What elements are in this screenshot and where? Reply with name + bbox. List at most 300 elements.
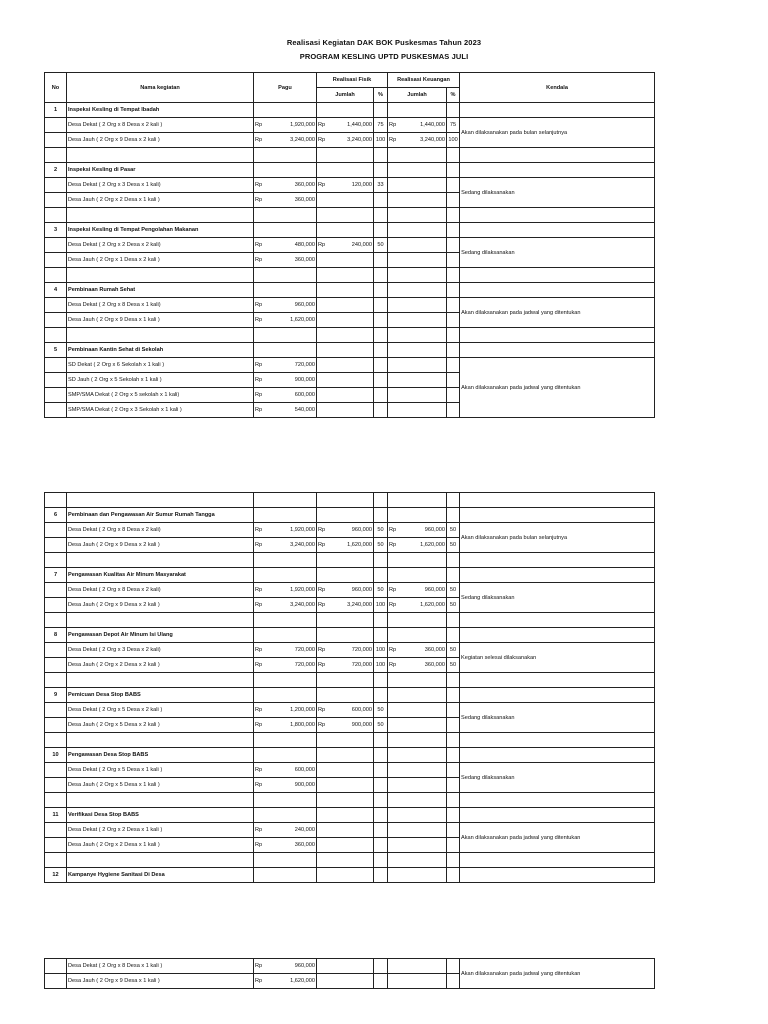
keuangan-percent bbox=[447, 403, 460, 418]
cell-fisik-jumlah bbox=[329, 793, 374, 808]
cell-fisik-pct bbox=[374, 283, 388, 298]
activity-name: Desa Dekat ( 2 Org x 5 Desa x 2 kali ) bbox=[67, 703, 254, 718]
keuangan-amount bbox=[400, 388, 447, 403]
cell-keu-jumlah bbox=[400, 748, 447, 763]
cell-nama bbox=[67, 208, 254, 223]
kendala-cell: Sedang dilaksanakan bbox=[460, 238, 655, 268]
cell-no bbox=[45, 613, 67, 628]
section-header-row bbox=[45, 223, 655, 238]
fisik-currency: Rp bbox=[317, 583, 329, 598]
keuangan-currency bbox=[388, 763, 400, 778]
keuangan-amount bbox=[400, 178, 447, 193]
keuangan-currency bbox=[388, 253, 400, 268]
fisik-currency: Rp bbox=[317, 238, 329, 253]
keuangan-currency bbox=[388, 823, 400, 838]
cell-keu-jumlah bbox=[400, 208, 447, 223]
pagu-amount: 540,000 bbox=[259, 403, 317, 418]
keuangan-amount: 960,000 bbox=[400, 523, 447, 538]
pagu-currency: Rp bbox=[254, 193, 259, 208]
cell-pagu bbox=[259, 103, 317, 118]
report-subtitle: PROGRAM KESLING UPTD PUSKESMAS JULI bbox=[299, 52, 469, 61]
cell-fisik-jumlah bbox=[329, 568, 374, 583]
fisik-currency bbox=[317, 193, 329, 208]
pagu-amount: 720,000 bbox=[259, 658, 317, 673]
table-row bbox=[45, 583, 655, 598]
fisik-currency bbox=[317, 778, 329, 793]
cell-keu-jumlah bbox=[400, 343, 447, 358]
fisik-amount bbox=[329, 974, 374, 989]
keuangan-percent bbox=[447, 193, 460, 208]
cell-fisik-jumlah bbox=[329, 343, 374, 358]
section-title: Pembinaan dan Pengawasan Air Sumur Rumah Tangga bbox=[67, 508, 254, 523]
keuangan-currency bbox=[388, 298, 400, 313]
cell-pagu bbox=[259, 163, 317, 178]
header-keu-pct: % bbox=[447, 88, 460, 103]
pagu-currency: Rp bbox=[254, 358, 259, 373]
pagu-amount: 1,920,000 bbox=[259, 118, 317, 133]
pagu-amount: 1,200,000 bbox=[259, 703, 317, 718]
keuangan-currency: Rp bbox=[388, 643, 400, 658]
keuangan-percent bbox=[447, 253, 460, 268]
cell-keu-pct bbox=[447, 148, 460, 163]
header-realisasi-fisik: Realisasi Fisik bbox=[317, 73, 388, 88]
keuangan-currency: Rp bbox=[388, 118, 400, 133]
keuangan-percent bbox=[447, 763, 460, 778]
cell-fisik-rp bbox=[317, 283, 329, 298]
cell-nama bbox=[67, 148, 254, 163]
section-header-row bbox=[45, 868, 655, 883]
activity-name: Desa Jauh ( 2 Org x 2 Desa x 1 kali ) bbox=[67, 838, 254, 853]
fisik-currency: Rp bbox=[317, 718, 329, 733]
fisik-percent bbox=[374, 358, 388, 373]
cell-keu-rp bbox=[388, 673, 400, 688]
cell-pagu bbox=[259, 808, 317, 823]
cell-keu-jumlah bbox=[400, 688, 447, 703]
cell-kendala bbox=[460, 223, 655, 238]
realisasi-table-page1 bbox=[44, 72, 655, 418]
cell-keu-pct bbox=[447, 208, 460, 223]
keuangan-percent bbox=[447, 974, 460, 989]
cell-pagu bbox=[259, 868, 317, 883]
pagu-amount: 960,000 bbox=[259, 298, 317, 313]
keuangan-percent: 50 bbox=[447, 538, 460, 553]
fisik-percent: 75 bbox=[374, 118, 388, 133]
keuangan-currency bbox=[388, 974, 400, 989]
cell-pagu bbox=[259, 613, 317, 628]
section-number: 9 bbox=[45, 688, 67, 703]
cell-keu-pct bbox=[447, 553, 460, 568]
cell-fisik-rp bbox=[317, 103, 329, 118]
fisik-amount: 600,000 bbox=[329, 703, 374, 718]
cell-fisik-pct bbox=[374, 628, 388, 643]
cell-fisik-jumlah bbox=[329, 748, 374, 763]
cell-keu-rp bbox=[388, 508, 400, 523]
fisik-percent bbox=[374, 838, 388, 853]
fisik-percent: 50 bbox=[374, 718, 388, 733]
cell-keu-pct bbox=[447, 508, 460, 523]
cell-kendala bbox=[460, 688, 655, 703]
cell-fisik-pct bbox=[374, 208, 388, 223]
header-fisik-pct: % bbox=[374, 88, 388, 103]
keuangan-amount bbox=[400, 358, 447, 373]
cell-no bbox=[45, 523, 67, 538]
activity-name: Desa Dekat ( 2 Org x 8 Desa x 2 kali) bbox=[67, 523, 254, 538]
keuangan-percent bbox=[447, 718, 460, 733]
section-header-row bbox=[45, 283, 655, 298]
cell-keu-rp bbox=[388, 148, 400, 163]
fisik-amount: 720,000 bbox=[329, 658, 374, 673]
cell-pagu bbox=[259, 343, 317, 358]
spacer-row bbox=[45, 328, 655, 343]
cell-keu-jumlah bbox=[400, 733, 447, 748]
cell-fisik-pct bbox=[374, 328, 388, 343]
pagu-currency: Rp bbox=[254, 778, 259, 793]
cell-fisik-jumlah bbox=[329, 283, 374, 298]
activity-name: Desa Dekat ( 2 Org x 2 Desa x 2 kali) bbox=[67, 238, 254, 253]
fisik-currency bbox=[317, 313, 329, 328]
keuangan-percent bbox=[447, 373, 460, 388]
cell-fisik-pct bbox=[374, 103, 388, 118]
cell-keu-rp bbox=[388, 163, 400, 178]
pagu-amount: 3,240,000 bbox=[259, 538, 317, 553]
cell-kendala bbox=[460, 103, 655, 118]
section-number: 4 bbox=[45, 283, 67, 298]
spacer-row bbox=[45, 733, 655, 748]
fisik-currency: Rp bbox=[317, 133, 329, 148]
fisik-percent: 50 bbox=[374, 583, 388, 598]
fisik-currency: Rp bbox=[317, 598, 329, 613]
cell-no bbox=[45, 238, 67, 253]
cell-no bbox=[45, 763, 67, 778]
keuangan-amount bbox=[400, 718, 447, 733]
cell-fisik-rp bbox=[317, 808, 329, 823]
cell-fisik-jumlah bbox=[329, 673, 374, 688]
keuangan-amount bbox=[400, 763, 447, 778]
cell-keu-rp bbox=[388, 853, 400, 868]
spacer-row bbox=[45, 493, 655, 508]
cell-kendala bbox=[460, 283, 655, 298]
keuangan-currency bbox=[388, 178, 400, 193]
cell-fisik-pct bbox=[374, 853, 388, 868]
kendala-cell: Sedang dilaksanakan bbox=[460, 763, 655, 793]
cell-fisik-rp bbox=[317, 508, 329, 523]
keuangan-currency bbox=[388, 838, 400, 853]
cell-fisik-jumlah bbox=[329, 688, 374, 703]
pagu-currency: Rp bbox=[254, 313, 259, 328]
cell-no bbox=[45, 193, 67, 208]
kendala-cell bbox=[460, 868, 655, 883]
cell-kendala bbox=[460, 328, 655, 343]
activity-name: Desa Dekat ( 2 Org x 2 Desa x 1 kali ) bbox=[67, 823, 254, 838]
cell-fisik-pct bbox=[374, 793, 388, 808]
fisik-amount bbox=[329, 959, 374, 974]
cell-pagu bbox=[259, 748, 317, 763]
kendala-cell: Akan dilaksanakan pada jadwal yang ditentukan bbox=[460, 298, 655, 328]
activity-name: Desa Jauh ( 2 Org x 5 Desa x 2 kali ) bbox=[67, 718, 254, 733]
cell-fisik-jumlah bbox=[329, 853, 374, 868]
cell-fisik-jumlah bbox=[329, 208, 374, 223]
header-pagu: Pagu bbox=[254, 73, 317, 103]
cell-fisik-jumlah bbox=[329, 328, 374, 343]
activity-name: SD Dekat ( 2 Org x 6 Sekolah x 1 kali ) bbox=[67, 358, 254, 373]
cell-keu-jumlah bbox=[400, 283, 447, 298]
cell-nama bbox=[67, 328, 254, 343]
cell-no bbox=[45, 823, 67, 838]
fisik-amount: 1,440,000 bbox=[329, 118, 374, 133]
section-number: 8 bbox=[45, 628, 67, 643]
pagu-amount: 1,800,000 bbox=[259, 718, 317, 733]
fisik-percent: 50 bbox=[374, 238, 388, 253]
activity-name: SD Jauh ( 2 Org x 5 Sekolah x 1 kali ) bbox=[67, 373, 254, 388]
table-row bbox=[45, 178, 655, 193]
keuangan-percent: 50 bbox=[447, 598, 460, 613]
cell-no bbox=[45, 583, 67, 598]
cell-keu-jumlah bbox=[400, 223, 447, 238]
cell-no bbox=[45, 643, 67, 658]
section-title: Pengawasan Desa Stop BABS bbox=[67, 748, 254, 763]
cell-fisik-pct bbox=[374, 748, 388, 763]
section-number: 11 bbox=[45, 808, 67, 823]
cell-no bbox=[45, 718, 67, 733]
pagu-currency: Rp bbox=[254, 643, 259, 658]
cell-keu-pct bbox=[447, 343, 460, 358]
spacer-row bbox=[45, 673, 655, 688]
section-title: Pemicuan Desa Stop BABS bbox=[67, 688, 254, 703]
cell-no bbox=[45, 313, 67, 328]
pagu-currency: Rp bbox=[254, 403, 259, 418]
cell-keu-rp bbox=[388, 793, 400, 808]
cell-kendala bbox=[460, 493, 655, 508]
cell-keu-rp bbox=[388, 493, 400, 508]
fisik-amount: 3,240,000 bbox=[329, 133, 374, 148]
pagu-currency: Rp bbox=[254, 598, 259, 613]
fisik-percent: 100 bbox=[374, 133, 388, 148]
cell-fisik-pct bbox=[374, 868, 388, 883]
activity-name: Desa Jauh ( 2 Org x 2 Desa x 1 kali ) bbox=[67, 193, 254, 208]
cell-keu-rp bbox=[388, 343, 400, 358]
section-number: 1 bbox=[45, 103, 67, 118]
fisik-amount bbox=[329, 298, 374, 313]
cell-kendala bbox=[460, 748, 655, 763]
section-header-row bbox=[45, 103, 655, 118]
fisik-currency bbox=[317, 403, 329, 418]
fisik-percent bbox=[374, 373, 388, 388]
cell-fisik-jumlah bbox=[329, 103, 374, 118]
cell-fisik-pct bbox=[374, 223, 388, 238]
activity-name: Desa Dekat ( 2 Org x 3 Desa x 1 kali) bbox=[67, 178, 254, 193]
cell-no bbox=[45, 959, 67, 974]
section-header-row bbox=[45, 508, 655, 523]
pagu-amount: 720,000 bbox=[259, 358, 317, 373]
section-number: 3 bbox=[45, 223, 67, 238]
spacer-row bbox=[45, 613, 655, 628]
section-title: Kampanye Hygiene Sanitasi Di Desa bbox=[67, 868, 254, 883]
keuangan-percent bbox=[447, 178, 460, 193]
fisik-currency: Rp bbox=[317, 658, 329, 673]
report-title: Realisasi Kegiatan DAK BOK Puskesmas Tahun 2023 bbox=[286, 38, 482, 47]
cell-keu-pct bbox=[447, 613, 460, 628]
cell-no bbox=[45, 553, 67, 568]
keuangan-amount bbox=[400, 778, 447, 793]
keuangan-amount bbox=[400, 838, 447, 853]
cell-no bbox=[45, 793, 67, 808]
keuangan-percent: 50 bbox=[447, 523, 460, 538]
cell-fisik-rp bbox=[317, 793, 329, 808]
cell-fisik-rp bbox=[317, 163, 329, 178]
pagu-currency: Rp bbox=[254, 583, 259, 598]
pagu-currency: Rp bbox=[254, 373, 259, 388]
cell-keu-rp bbox=[388, 553, 400, 568]
cell-keu-rp bbox=[388, 628, 400, 643]
fisik-currency bbox=[317, 388, 329, 403]
fisik-currency: Rp bbox=[317, 538, 329, 553]
pagu-amount: 3,240,000 bbox=[259, 133, 317, 148]
cell-kendala bbox=[460, 808, 655, 823]
keuangan-percent: 75 bbox=[447, 118, 460, 133]
fisik-amount bbox=[329, 823, 374, 838]
pagu-amount: 360,000 bbox=[259, 193, 317, 208]
section-title: Inspeksi Kesling di Tempat Ibadah bbox=[67, 103, 254, 118]
pagu-currency: Rp bbox=[254, 763, 259, 778]
fisik-amount bbox=[329, 358, 374, 373]
fisik-amount: 120,000 bbox=[329, 178, 374, 193]
cell-keu-rp bbox=[388, 688, 400, 703]
cell-kendala bbox=[460, 793, 655, 808]
cell-kendala bbox=[460, 613, 655, 628]
keuangan-percent bbox=[447, 313, 460, 328]
kendala-cell: Akan dilaksanakan pada jadwal yang ditentukan bbox=[460, 959, 655, 989]
keuangan-percent bbox=[447, 823, 460, 838]
cell-kendala bbox=[460, 853, 655, 868]
keuangan-amount: 960,000 bbox=[400, 583, 447, 598]
cell-kendala bbox=[460, 628, 655, 643]
keuangan-currency: Rp bbox=[388, 133, 400, 148]
cell-kendala bbox=[460, 268, 655, 283]
pagu-amount: 900,000 bbox=[259, 778, 317, 793]
cell-fisik-rp bbox=[317, 493, 329, 508]
header-fisik-jumlah: Jumlah bbox=[317, 88, 374, 103]
pagu-amount: 1,620,000 bbox=[259, 313, 317, 328]
pagu-amount: 720,000 bbox=[259, 643, 317, 658]
keuangan-amount: 3,240,000 bbox=[400, 133, 447, 148]
fisik-amount bbox=[329, 838, 374, 853]
section-title: Pembinaan Rumah Sehat bbox=[67, 283, 254, 298]
cell-keu-jumlah bbox=[400, 673, 447, 688]
fisik-amount bbox=[329, 763, 374, 778]
spacer-row bbox=[45, 268, 655, 283]
cell-keu-jumlah bbox=[400, 163, 447, 178]
cell-keu-rp bbox=[388, 223, 400, 238]
table-row bbox=[45, 703, 655, 718]
keuangan-currency bbox=[388, 313, 400, 328]
fisik-percent bbox=[374, 403, 388, 418]
cell-pagu bbox=[259, 793, 317, 808]
pagu-currency: Rp bbox=[254, 298, 259, 313]
keuangan-currency: Rp bbox=[388, 538, 400, 553]
fisik-percent: 100 bbox=[374, 598, 388, 613]
cell-keu-rp bbox=[388, 613, 400, 628]
pagu-amount: 240,000 bbox=[259, 823, 317, 838]
cell-kendala bbox=[460, 208, 655, 223]
pagu-currency: Rp bbox=[254, 118, 259, 133]
cell-fisik-rp bbox=[317, 853, 329, 868]
fisik-amount: 960,000 bbox=[329, 523, 374, 538]
fisik-currency bbox=[317, 823, 329, 838]
fisik-percent: 50 bbox=[374, 523, 388, 538]
keuangan-currency bbox=[388, 718, 400, 733]
kendala-cell: Sedang dilaksanakan bbox=[460, 703, 655, 733]
fisik-percent bbox=[374, 974, 388, 989]
fisik-percent bbox=[374, 253, 388, 268]
kendala-cell: Akan dilaksanakan pada jadwal yang ditentukan bbox=[460, 358, 655, 418]
fisik-percent: 33 bbox=[374, 178, 388, 193]
cell-keu-pct bbox=[447, 853, 460, 868]
activity-name: Desa Jauh ( 2 Org x 9 Desa x 2 kali ) bbox=[67, 598, 254, 613]
pagu-amount: 1,920,000 bbox=[259, 583, 317, 598]
cell-no bbox=[45, 133, 67, 148]
fisik-amount: 960,000 bbox=[329, 583, 374, 598]
fisik-amount: 1,620,000 bbox=[329, 538, 374, 553]
cell-fisik-pct bbox=[374, 268, 388, 283]
cell-keu-pct bbox=[447, 268, 460, 283]
keuangan-amount: 1,620,000 bbox=[400, 598, 447, 613]
cell-nama bbox=[67, 853, 254, 868]
keuangan-amount bbox=[400, 823, 447, 838]
cell-keu-jumlah bbox=[400, 553, 447, 568]
kendala-cell: Akan dilaksanakan pada jadwal yang ditentukan bbox=[460, 823, 655, 853]
cell-keu-pct bbox=[447, 673, 460, 688]
keuangan-amount bbox=[400, 238, 447, 253]
keuangan-currency bbox=[388, 403, 400, 418]
cell-keu-rp bbox=[388, 283, 400, 298]
cell-kendala bbox=[460, 568, 655, 583]
cell-keu-pct bbox=[447, 103, 460, 118]
cell-nama bbox=[67, 268, 254, 283]
spacer-row bbox=[45, 208, 655, 223]
cell-fisik-pct bbox=[374, 688, 388, 703]
cell-no bbox=[45, 388, 67, 403]
keuangan-currency: Rp bbox=[388, 523, 400, 538]
keuangan-currency bbox=[388, 388, 400, 403]
pagu-currency: Rp bbox=[254, 253, 259, 268]
keuangan-amount bbox=[400, 193, 447, 208]
keuangan-currency bbox=[388, 703, 400, 718]
cell-keu-jumlah bbox=[400, 148, 447, 163]
fisik-amount bbox=[329, 778, 374, 793]
cell-keu-pct bbox=[447, 328, 460, 343]
cell-pagu bbox=[259, 508, 317, 523]
cell-keu-pct bbox=[447, 628, 460, 643]
cell-no bbox=[45, 268, 67, 283]
pagu-amount: 1,920,000 bbox=[259, 523, 317, 538]
pagu-amount: 900,000 bbox=[259, 373, 317, 388]
pagu-currency: Rp bbox=[254, 658, 259, 673]
fisik-percent bbox=[374, 388, 388, 403]
kendala-cell: Akan dilaksanakan pada bulan selanjutnya bbox=[460, 118, 655, 148]
cell-no bbox=[45, 778, 67, 793]
cell-keu-rp bbox=[388, 748, 400, 763]
cell-fisik-rp bbox=[317, 868, 329, 883]
table-row bbox=[45, 118, 655, 133]
keuangan-currency: Rp bbox=[388, 583, 400, 598]
cell-fisik-rp bbox=[317, 613, 329, 628]
pagu-currency: Rp bbox=[254, 538, 259, 553]
pagu-amount: 960,000 bbox=[259, 959, 317, 974]
table-header-row bbox=[45, 73, 655, 88]
keuangan-currency bbox=[388, 358, 400, 373]
cell-keu-pct bbox=[447, 793, 460, 808]
spacer-row bbox=[45, 553, 655, 568]
